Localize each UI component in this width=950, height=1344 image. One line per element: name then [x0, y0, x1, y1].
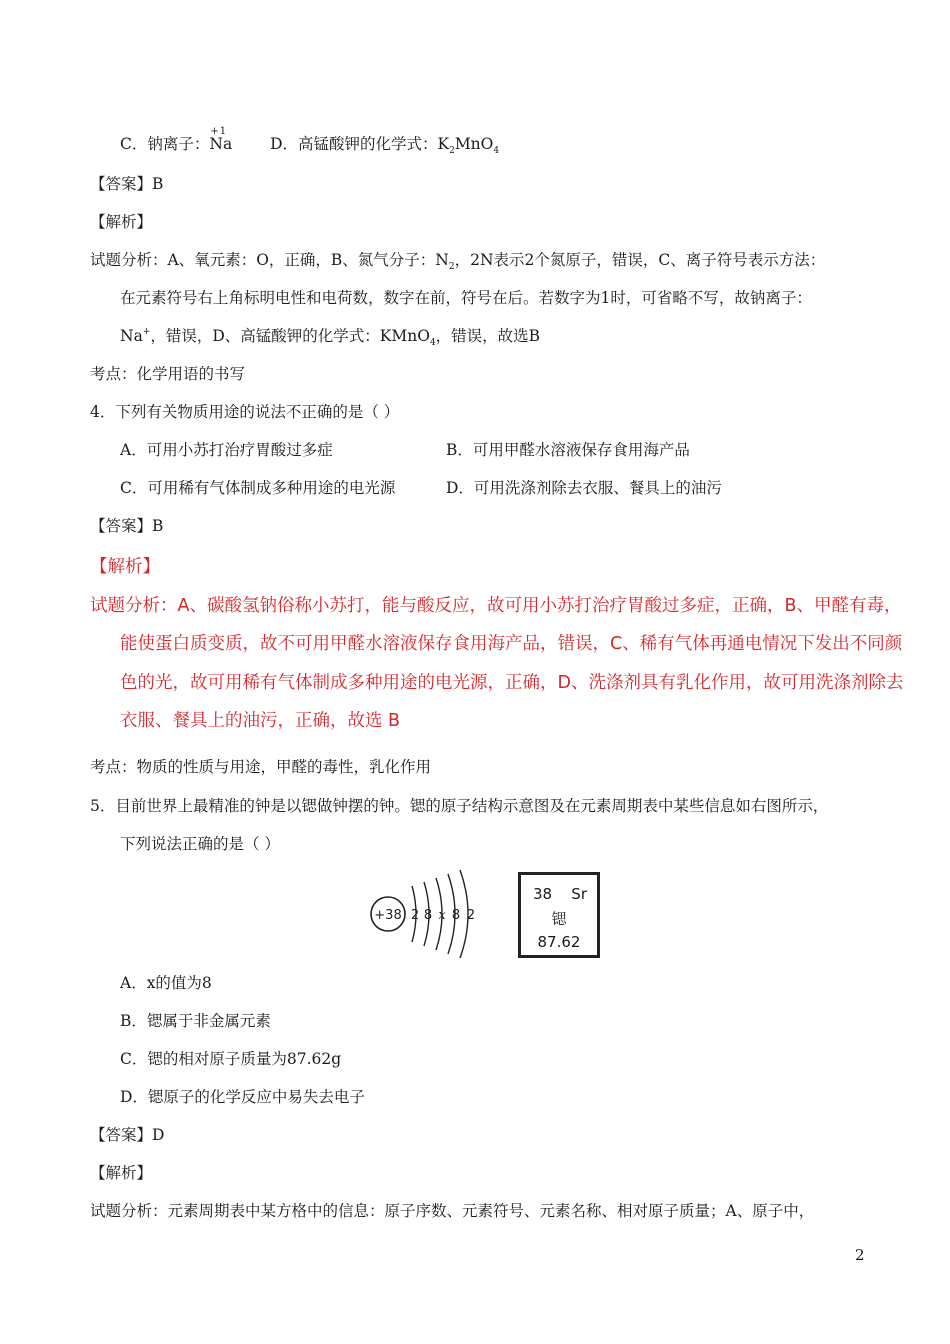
- q4-kaodian: 考点：物质的性质与用途，甲醛的毒性，乳化作用: [90, 758, 432, 776]
- q4-analysis-heading: 【解析】: [90, 557, 160, 577]
- element-symbol: Sr: [571, 885, 587, 903]
- q5-option-a: A．x的值为8: [120, 974, 212, 992]
- q5-option-d: D．锶原子的化学反应中易失去电子: [120, 1088, 365, 1106]
- q5-analysis-heading: 【解析】: [90, 1164, 153, 1182]
- charge-mark: +1: [210, 126, 228, 137]
- atomic-mass: 87.62: [537, 933, 581, 951]
- q5-answer: 【答案】D: [90, 1126, 165, 1144]
- element-name: 锶: [551, 910, 567, 928]
- atomic-number: 38: [533, 885, 553, 903]
- q5-stem-line-2: 下列说法正确的是（ ）: [120, 835, 280, 853]
- q4-option-d: D．可用洗涤剂除去衣服、餐具上的油污: [446, 479, 722, 497]
- shell-count: 8: [423, 908, 433, 923]
- q3-option-c: [120, 126, 500, 157]
- shell-count: 8: [451, 908, 461, 923]
- q3-analysis-line-1: [90, 250, 825, 273]
- q4-answer: 【答案】B: [90, 517, 164, 535]
- subscript: 4: [493, 146, 500, 156]
- q4-analysis-line-1: 试题分析：A、碳酸氢钠俗称小苏打，能与酸反应，故可用小苏打治疗胃酸过多症，正确，B、甲醛有毒，: [90, 596, 902, 616]
- text-segment: ，错误，故选B: [435, 327, 541, 345]
- subscript: 2: [449, 146, 455, 156]
- shell-count: x: [438, 908, 446, 923]
- element-symbol: Na: [209, 135, 233, 153]
- q3-option-c-label: C．钠离子：: [120, 135, 210, 153]
- q4-analysis-line-3: 色的光，故可用稀有气体制成多种用途的电光源，正确，D、洗涤剂具有乳化作用，故可用洗涤剂除去: [120, 673, 904, 693]
- formula-part: MnO: [454, 135, 494, 153]
- subscript: 2: [448, 262, 455, 272]
- q3-kaodian: 考点：化学用语的书写: [90, 365, 246, 383]
- q5-stem-line-1: 5．目前世界上最精准的钟是以锶做钟摆的钟。锶的原子结构示意图及在元素周期表中某些信息如右图所示，: [90, 797, 829, 815]
- shell-count: 2: [410, 908, 420, 923]
- q4-analysis-line-4: 衣服、餐具上的油污，正确，故选 B: [120, 711, 401, 731]
- text-segment: ，2N表示2个氮原子，错误，C、离子符号表示方法：: [454, 251, 826, 269]
- text-segment: Na: [120, 327, 143, 345]
- superscript: +: [142, 327, 151, 337]
- q3-analysis-heading: 【解析】: [90, 213, 153, 231]
- q5-option-b: B．锶属于非金属元素: [120, 1012, 271, 1030]
- page-number: 2: [855, 1246, 865, 1264]
- q4-option-c: C．可用稀有气体制成多种用途的电光源: [120, 479, 396, 497]
- q3-answer: 【答案】B: [90, 175, 164, 193]
- periodic-table-cell: [518, 872, 600, 958]
- q3-analysis-line-3: [120, 326, 540, 349]
- q5-option-c: C．锶的相对原子质量为87.62g: [120, 1050, 342, 1068]
- q4-option-a: A．可用小苏打治疗胃酸过多症: [120, 441, 333, 459]
- sodium-ion-notation: [209, 126, 233, 154]
- shell-count: 2: [466, 908, 476, 923]
- strontium-figure: [360, 862, 610, 966]
- q5-analysis-line-1: 试题分析：元素周期表中某方格中的信息：原子序数、元素符号、元素名称、相对原子质量；A、原子中，: [90, 1202, 815, 1220]
- nucleus-charge: +38: [374, 908, 402, 923]
- q4-option-b: B．可用甲醛水溶液保存食用海产品: [446, 441, 690, 459]
- text-segment: ，错误，D、高锰酸钾的化学式：KMnO: [150, 327, 430, 345]
- atomic-structure-diagram: [360, 862, 510, 966]
- q3-analysis-line-2: 在元素符号右上角标明电性和电荷数，数字在前，符号在后。若数字为1时，可省略不写，故钠离子：: [120, 289, 812, 307]
- q3-option-d-prefix: D．高锰酸钾的化学式：K: [270, 135, 450, 153]
- q4-analysis-line-2: 能使蛋白质变质，故不可用甲醛水溶液保存食用海产品，错误，C、稀有气体再通电情况下发出不同颜: [120, 634, 903, 654]
- q4-stem: 4．下列有关物质用途的说法不正确的是（ ）: [90, 403, 400, 421]
- text-segment: 试题分析：A、氧元素：O，正确，B、氮气分子：N: [90, 251, 449, 269]
- subscript: 4: [429, 338, 436, 348]
